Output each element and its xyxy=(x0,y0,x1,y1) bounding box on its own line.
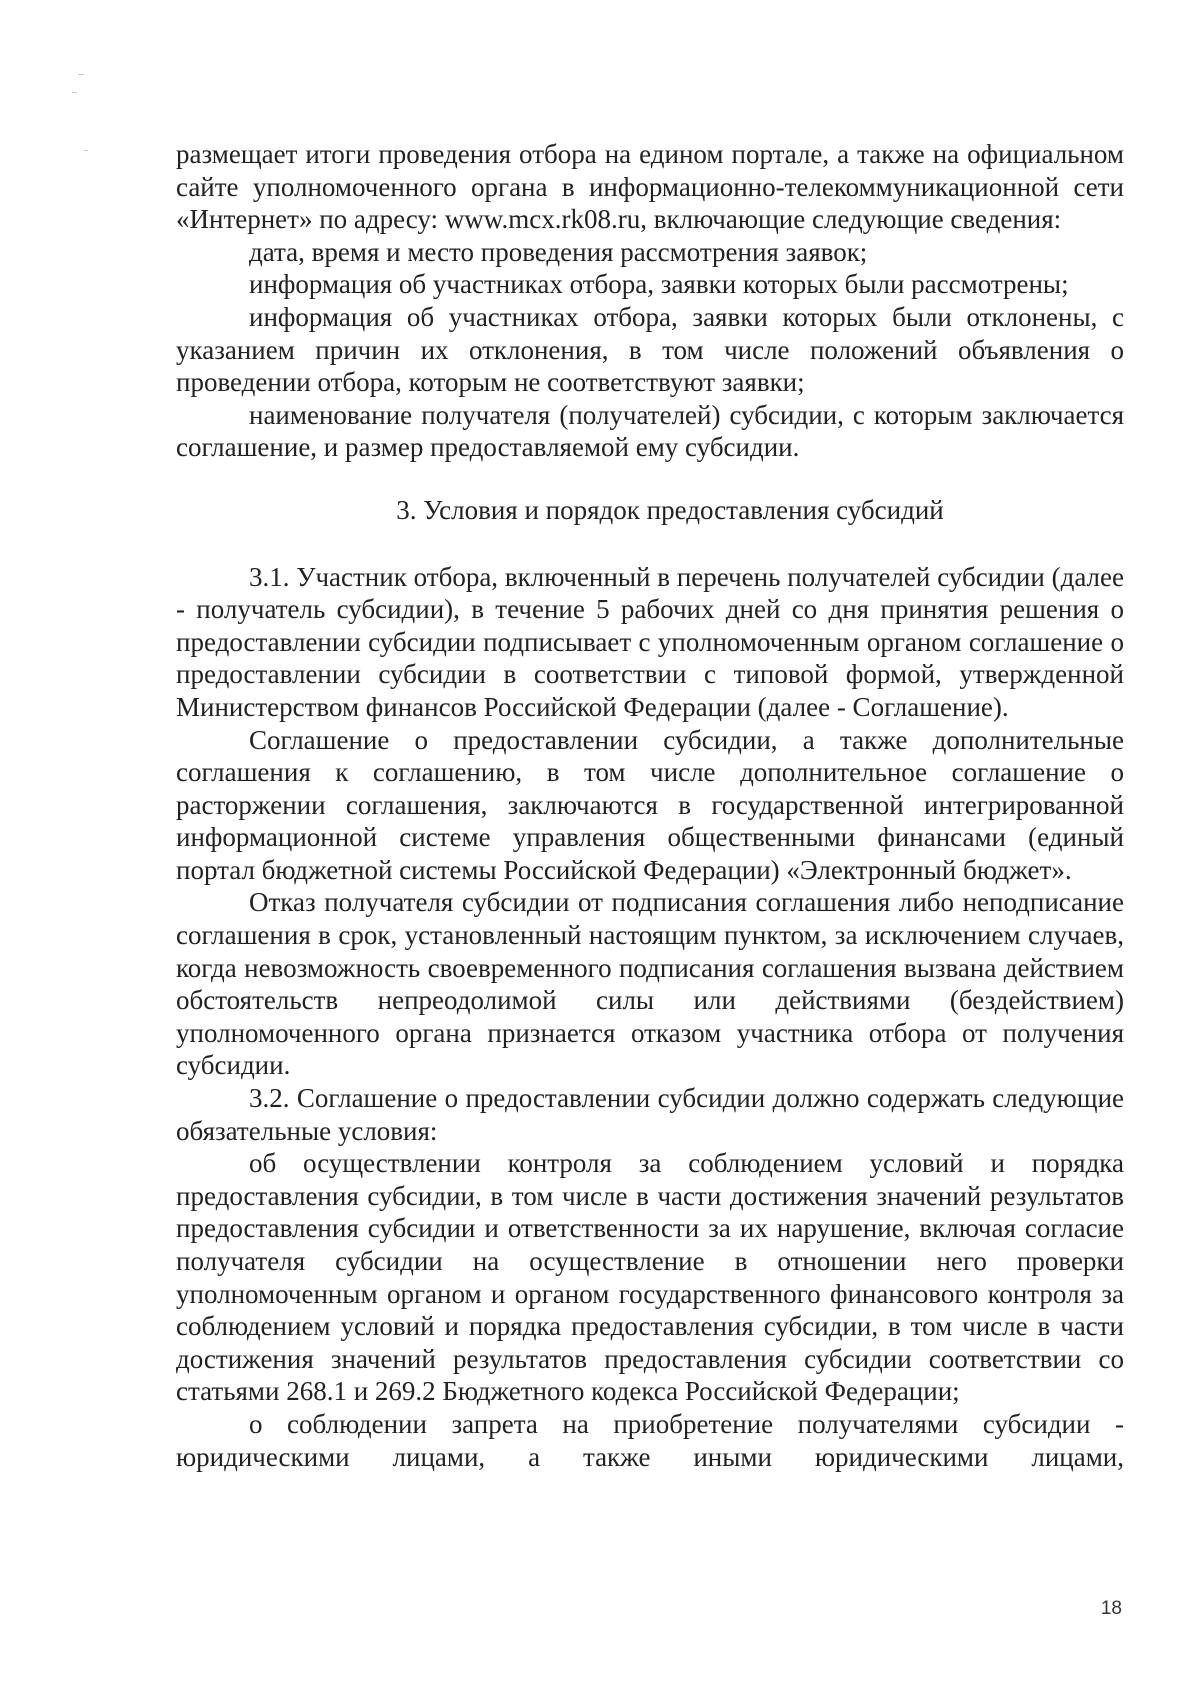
section-heading: 3. Условия и порядок предоставления субсидий xyxy=(396,494,944,525)
paragraph: 3.2. Соглашение о предоставлении субсидии должно содержать следующие обязательные условия: xyxy=(176,1083,1124,1146)
paragraph: размещает итоги проведения отбора на едином портале, а также на официальном сайте уполномоченного органа в информационно-телекоммуникационной сети «Интернет» по адресу: www.mcx.rk08.ru, включающие следующие сведения: xyxy=(176,139,1124,235)
paragraph: наименование получателя (получателей) субсидии, с которым заключается соглашение, и размер предоставляемой ему субсидии. xyxy=(176,399,1124,463)
paragraph: 3.1. Участник отбора, включенный в перечень получателей субсидии (далее - получатель субсидии), в течение 5 рабочих дней со дня принятия решения о предоставлении субсидии подписывает с уполномоченным органом соглашение о предоставлении субсидии в соответствии с типовой формой, утвержденной Министерством финансов Российской Федерации (далее - Соглашение). xyxy=(176,561,1124,722)
scan-artifact xyxy=(78,74,84,75)
scan-artifact xyxy=(84,150,88,151)
paragraph: Соглашение о предоставлении субсидии, а также дополнительные соглашения к соглашению, в том числе дополнительное соглашение о расторжении соглашения, заключаются в государственной интегрированной информационной системе управления общественными финансами (единый портал бюджетной системы Российской Федерации) «Электронный бюджет». xyxy=(176,724,1124,885)
page-number: 18 xyxy=(1100,1598,1122,1619)
paragraph: Отказ получателя субсидии от подписания соглашения либо неподписание соглашения в срок, установленный настоящим пунктом, за исключением случаев, когда невозможность своевременного подписания соглашения вызвана действием обстоятельств непреодолимой силы или действиями (бездействием) уполномоченного органа признается отказом участника отбора от получения субсидии. xyxy=(176,887,1124,1081)
paragraph: о соблюдении запрета на приобретение получателями субсидии - юридическими лицами, а также иными юридическими лицами, xyxy=(176,1408,1124,1472)
scan-artifact xyxy=(72,92,77,93)
document-body xyxy=(176,138,1124,1473)
paragraph: информация об участниках отбора, заявки которых были отклонены, с указанием причин их отклонения, в том числе положений объявления о проведении отбора, которым не соответствуют заявки; xyxy=(176,301,1124,398)
paragraph: об осуществлении контроля за соблюдением условий и порядка предоставления субсидии, в том числе в части достижения значений результатов предоставления субсидии и ответственности за их нарушение, включая согласие получателя субсидии на осуществление в отношении него проверки уполномоченным органом и органом государственного финансового контроля за соблюдением условий и порядка предоставления субсидии, в том числе в части достижения значений результатов предоставления субсидии соответствии со статьями 268.1 и 269.2 Бюджетного кодекса Российской Федерации; xyxy=(176,1148,1124,1407)
paragraph: дата, время и место проведения рассмотрения заявок; xyxy=(249,236,868,267)
paragraph: информация об участниках отбора, заявки которых были рассмотрены; xyxy=(249,269,1069,300)
